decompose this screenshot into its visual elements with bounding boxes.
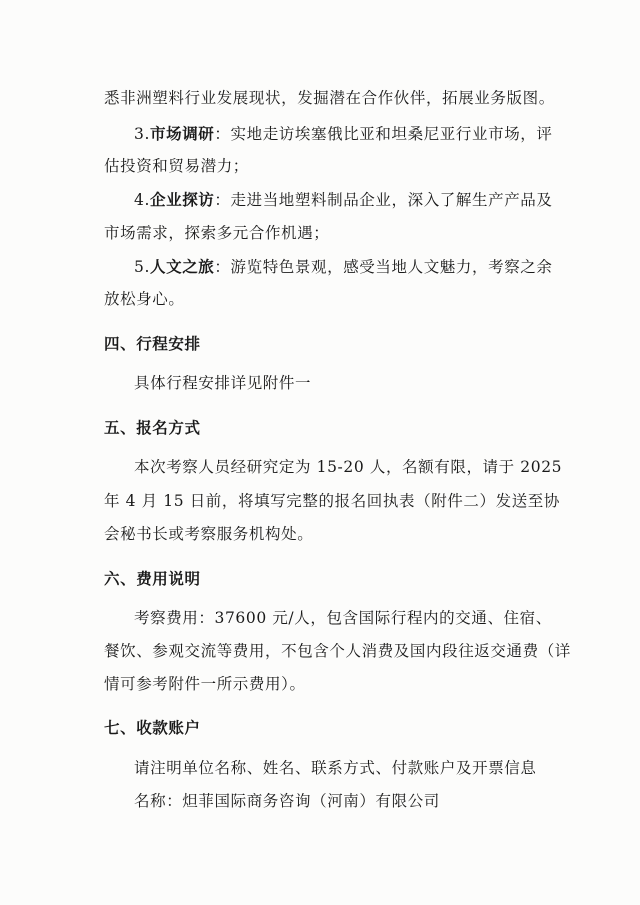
section-heading-payment-account: 七、收款账户	[104, 719, 201, 737]
paragraph-line: 悉非洲塑料行业发展现状，发掘潜在合作伙伴，拓展业务版图。	[104, 89, 555, 107]
section-heading-fees: 六、费用说明	[104, 570, 201, 588]
list-item-market-research	[134, 124, 553, 144]
paragraph-line: 市场需求，探索多元合作机遇；	[104, 224, 330, 242]
paragraph-line: 请注明单位名称、姓名、联系方式、付款账户及开票信息	[134, 759, 537, 777]
list-item-title: 人文之旅	[150, 258, 215, 276]
paragraph-line: 放松身心。	[104, 290, 185, 308]
paragraph-line: 名称：炟菲国际商务咨询（河南）有限公司	[134, 792, 440, 810]
list-item-cultural-tour	[134, 257, 553, 277]
list-item-text: ：走进当地塑料制品企业，深入了解生产产品及	[214, 191, 553, 209]
paragraph-line: 具体行程安排详见附件一	[134, 374, 312, 392]
list-item-text: ：游览特色景观，感受当地人文魅力，考察之余	[214, 258, 553, 276]
paragraph-line: 考察费用：37600 元/人，包含国际行程内的交通、住宿、	[134, 609, 552, 627]
list-number: 4.	[134, 191, 150, 209]
list-item-title: 市场调研	[150, 125, 215, 143]
paragraph-line: 年 4 月 15 日前，将填写完整的报名回执表（附件二）发送至协	[104, 492, 560, 510]
list-item-enterprise-visit	[134, 190, 553, 210]
list-number: 5.	[134, 258, 150, 276]
section-heading-schedule: 四、行程安排	[104, 335, 201, 353]
paragraph-line: 情可参考附件一所示费用）。	[104, 675, 306, 693]
paragraph-line: 餐饮、参观交流等费用，不包含个人消费及国内段往返交通费（详	[104, 642, 571, 660]
list-number: 3.	[134, 125, 150, 143]
paragraph-line: 本次考察人员经研究定为 15-20 人，名额有限，请于 2025	[134, 458, 563, 476]
paragraph-line: 会秘书长或考察服务机构处。	[104, 525, 314, 543]
section-heading-registration: 五、报名方式	[104, 419, 201, 437]
list-item-text: ：实地走访埃塞俄比亚和坦桑尼亚行业市场，评	[214, 125, 553, 143]
paragraph-line: 估投资和贸易潜力；	[104, 157, 249, 175]
list-item-title: 企业探访	[150, 191, 215, 209]
